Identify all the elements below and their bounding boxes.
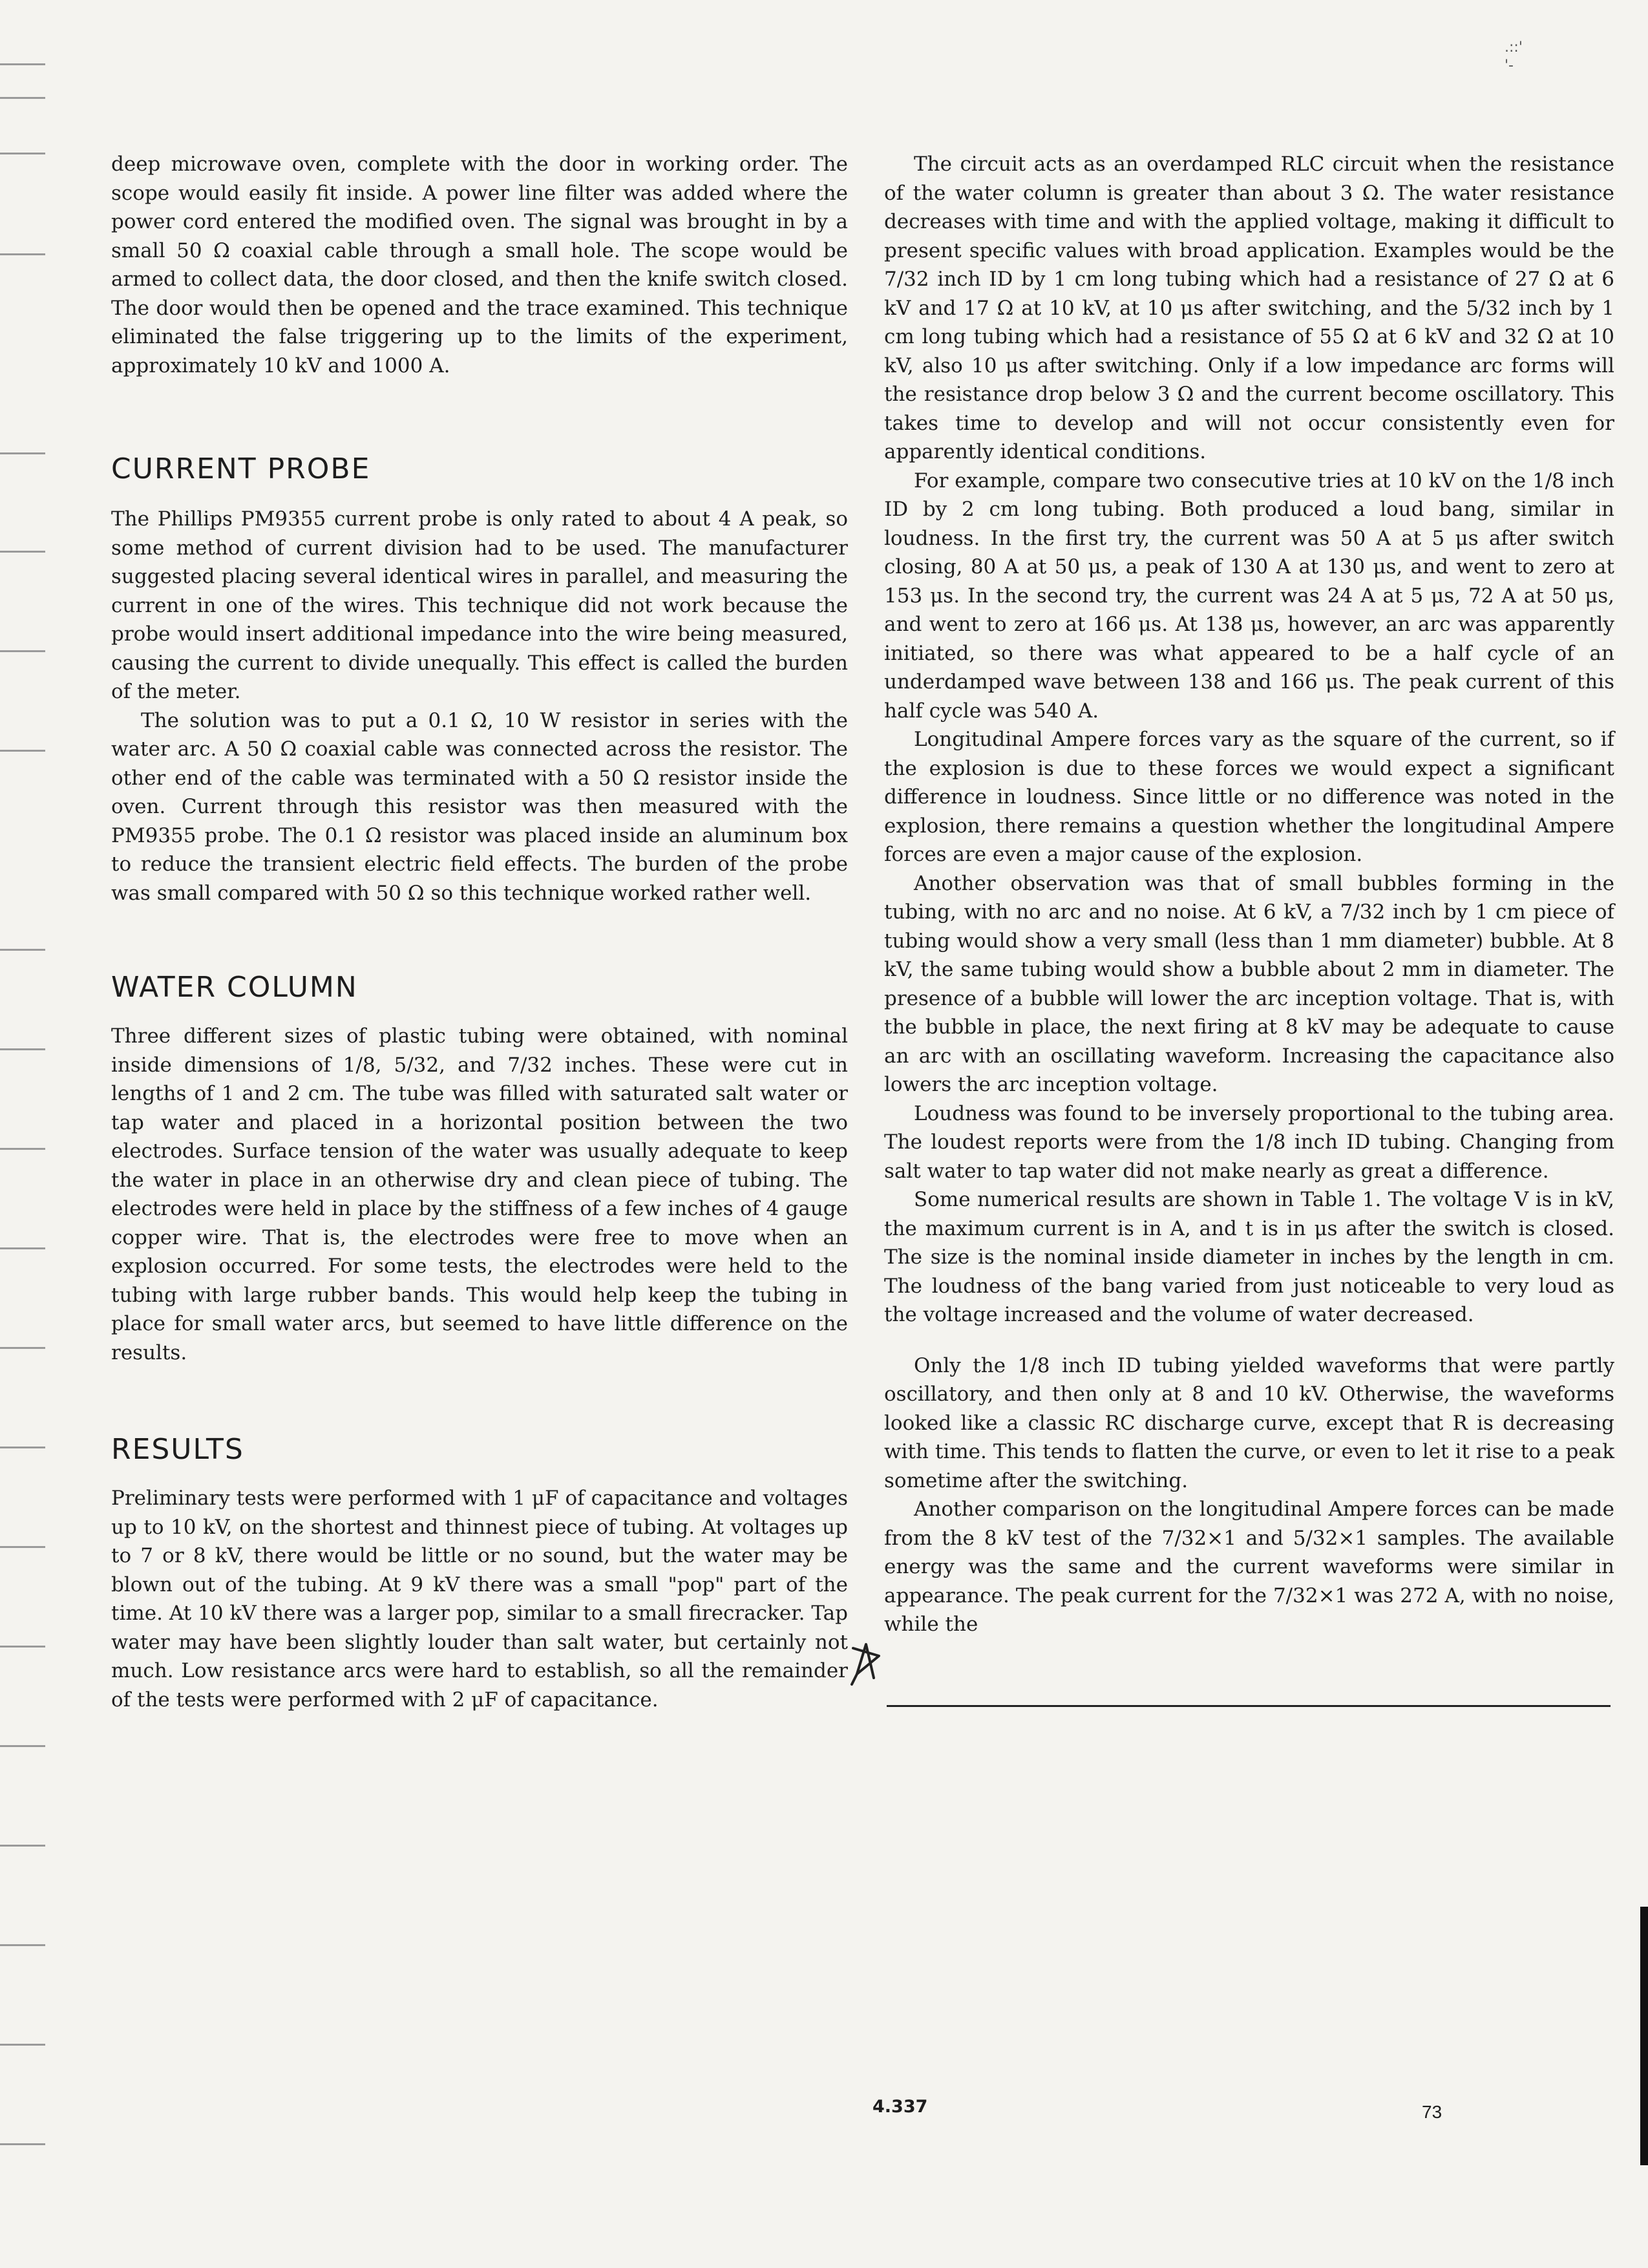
page-number: 73 <box>1422 2102 1442 2122</box>
margin-tick <box>0 551 45 553</box>
right-paragraph-7: Only the 1/8 inch ID tubing yielded waveforms that were partly oscillatory, and then only at 8 and 10 kV. Otherwise, the waveforms looked like a classic RC discharge curve, except that R is decreasing with time. This tends to flatten the curve, or even to let it rise to a peak sometime after the switching. <box>884 1353 1614 1492</box>
margin-tick <box>0 1646 45 1648</box>
intro-paragraph: deep microwave oven, complete with the door in working order. The scope would easily fit inside. A power line filter was added where the power cord entered the modified oven. The signal was brought in by a small 50 Ω coaxial cable through a small hole. The scope would be armed to collect data, the door closed, and then the knife switch closed. The door would then be opened and the trace examined. This technique eliminated the false triggering up to the limits of the experiment, approximately 10 kV and 1000 A. <box>111 153 848 377</box>
margin-tick <box>0 2044 45 2046</box>
margin-tick <box>0 1845 45 1847</box>
margin-tick <box>0 1148 45 1150</box>
right-paragraph-4: Another observation was that of small bubbles forming in the tubing, with no arc and no noise. At 6 kV, a 7/32 inch by 1 cm piece of tubing would show a very small (less than 1 mm diameter) bubble. At 8 kV, the same tubing would show a bubble about 2 mm in diameter. The presence of a bubble will lower the arc inception voltage. That is, with the bubble in place, the next firing at 8 kV may be adequate to cause an arc with an oscillating waveform. Increasing the capacitance also lowers the arc inception voltage. <box>884 871 1614 1096</box>
water-column-paragraph: Three different sizes of plastic tubing were obtained, with nominal inside dimensions of 1/8, 5/32, and 7/32 inches. These were cut in lengths of 1 and 2 cm. The tube was filled with saturated salt water or tap water and placed in a horizontal position between the two electrodes. Surface tension of the water was usually adequate to keep the water in place in an otherwise dry and clean piece of tubing. The electrodes were held in place by the stiffness of a few inches of 4 gauge copper wire. That is, the electrodes were free to move when an explosion occurred. For some tests, the electrodes were held to the tubing with large rubber bands. This would help keep the tubing in place for small water arcs, but seemed to have little difference on the results. <box>111 1024 848 1364</box>
right-column <box>884 150 1614 1639</box>
margin-tick <box>0 97 45 99</box>
margin-tick <box>0 1048 45 1050</box>
results-paragraph: Preliminary tests were performed with 1 μF of capacitance and voltages up to 10 kV, on the shortest and thinnest piece of tubing. At voltages up to 7 or 8 kV, there would be little or no sound, but the water may be blown out of the tubing. At 9 kV there was a small "pop" part of the time. At 10 kV there was a larger pop, similar to a small firecracker. Tap water may have been slightly louder than salt water, but certainly not much. Low resistance arcs were hard to establish, so all the remainder of the tests were performed with 2 μF of capacitance. <box>111 1487 848 1712</box>
right-paragraph-1: The circuit acts as an overdamped RLC circuit when the resistance of the water column is greater than about 3 Ω. The water resistance decreases with time and with the applied voltage, making it difficult to present specific values with broad application. Examples would be the 7/32 inch ID by 1 cm long tubing which had a resistance of 27 Ω at 6 kV and 17 Ω at 10 kV, at 10 μs after switching, and the 5/32 inch by 1 cm long tubing which had a resistance of 55 Ω at 6 kV and 32 Ω at 10 kV, also 10 μs after switching. Only if a low impedance arc forms will the resistance drop below 3 Ω and the current become oscillatory. This takes time to develop and will not occur consistently even for apparently identical conditions. <box>884 153 1614 463</box>
scan-edge-bar <box>1640 1907 1648 2165</box>
right-paragraph-3: Longitudinal Ampere forces vary as the square of the current, so if the explosion is due to these forces we would expect a significant difference in loudness. Since little or no difference was noted in the explosion, there remains a question whether the longitudinal Ampere forces are even a major cause of the explosion. <box>884 728 1614 866</box>
margin-tick <box>0 452 45 454</box>
margin-tick <box>0 253 45 255</box>
margin-tick <box>0 2143 45 2145</box>
margin-tick <box>0 63 45 65</box>
margin-tick <box>0 1944 45 1946</box>
right-paragraph-2: For example, compare two consecutive tries at 10 kV on the 1/8 inch ID by 2 cm long tubing. Both produced a loud bang, similar in loudness. In the first try, the current was 50 A at 5 μs after switch closing, 80 A at 50 μs, a peak of 130 A at 130 μs, and went to zero at 153 μs. In the second try, the current was 24 A at 5 μs, 72 A at 50 μs, and went to zero at 166 μs. At 138 μs, however, an arc was apparently initiated, so there was what appeared to be a half cycle of an underdamped wave between 138 and 166 μs. The peak current of this half cycle was 540 A. <box>884 469 1614 723</box>
margin-tick <box>0 1347 45 1349</box>
corner-marks: .::' '- <box>1505 39 1523 74</box>
handwritten-rule <box>887 1705 1611 1707</box>
margin-tick <box>0 1745 45 1747</box>
margin-tick <box>0 650 45 652</box>
right-paragraph-5: Loudness was found to be inversely proportional to the tubing area. The loudest reports were from the 1/8 inch ID tubing. Changing from salt water to tap water did not make nearly as great a difference. <box>884 1101 1614 1183</box>
margin-tick <box>0 949 45 951</box>
left-column <box>111 150 848 1714</box>
margin-tick <box>0 1546 45 1548</box>
results-heading: RESULTS <box>111 1433 244 1466</box>
right-paragraph-8: Another comparison on the longitudinal Ampere forces can be made from the 8 kV test of the 7/32×1 and 5/32×1 samples. The available energy was the same and the current waveforms were similar in appearance. The peak current for the 7/32×1 was 272 A, with no noise, while the <box>884 1498 1614 1636</box>
page-reference: 4.337 <box>872 2097 928 2117</box>
handwritten-star-icon <box>848 1642 887 1687</box>
right-paragraph-6: Some numerical results are shown in Table 1. The voltage V is in kV, the maximum current is in A, and t is in μs after the switch is closed. The size is the nominal inside diameter in inches by the length in cm. The loudness of the bang varied from just noticeable to very loud as the voltage increased and the volume of water decreased. <box>884 1188 1614 1326</box>
water-column-heading: WATER COLUMN <box>111 971 358 1004</box>
current-probe-paragraph-1: The Phillips PM9355 current probe is only rated to about 4 A peak, so some method of current division had to be used. The manufacturer suggested placing several identical wires in parallel, and measuring the current in one of the wires. This technique did not work because the probe would insert additional impedance into the wire being measured, causing the current to divide unequally. This effect is called the burden of the meter. <box>111 507 848 703</box>
margin-tick <box>0 1247 45 1249</box>
margin-tick <box>0 1447 45 1448</box>
margin-tick <box>0 750 45 752</box>
current-probe-heading: CURRENT PROBE <box>111 452 371 485</box>
margin-tick <box>0 153 45 154</box>
current-probe-paragraph-2: The solution was to put a 0.1 Ω, 10 W resistor in series with the water arc. A 50 Ω coaxial cable was connected across the resistor. The other end of the cable was terminated with a 50 Ω resistor inside the oven. Current through this resistor was then measured with the PM9355 probe. The 0.1 Ω resistor was placed inside an aluminum box to reduce the transient electric field effects. The burden of the probe was small compared with 50 Ω so this technique worked rather well. <box>111 708 848 905</box>
